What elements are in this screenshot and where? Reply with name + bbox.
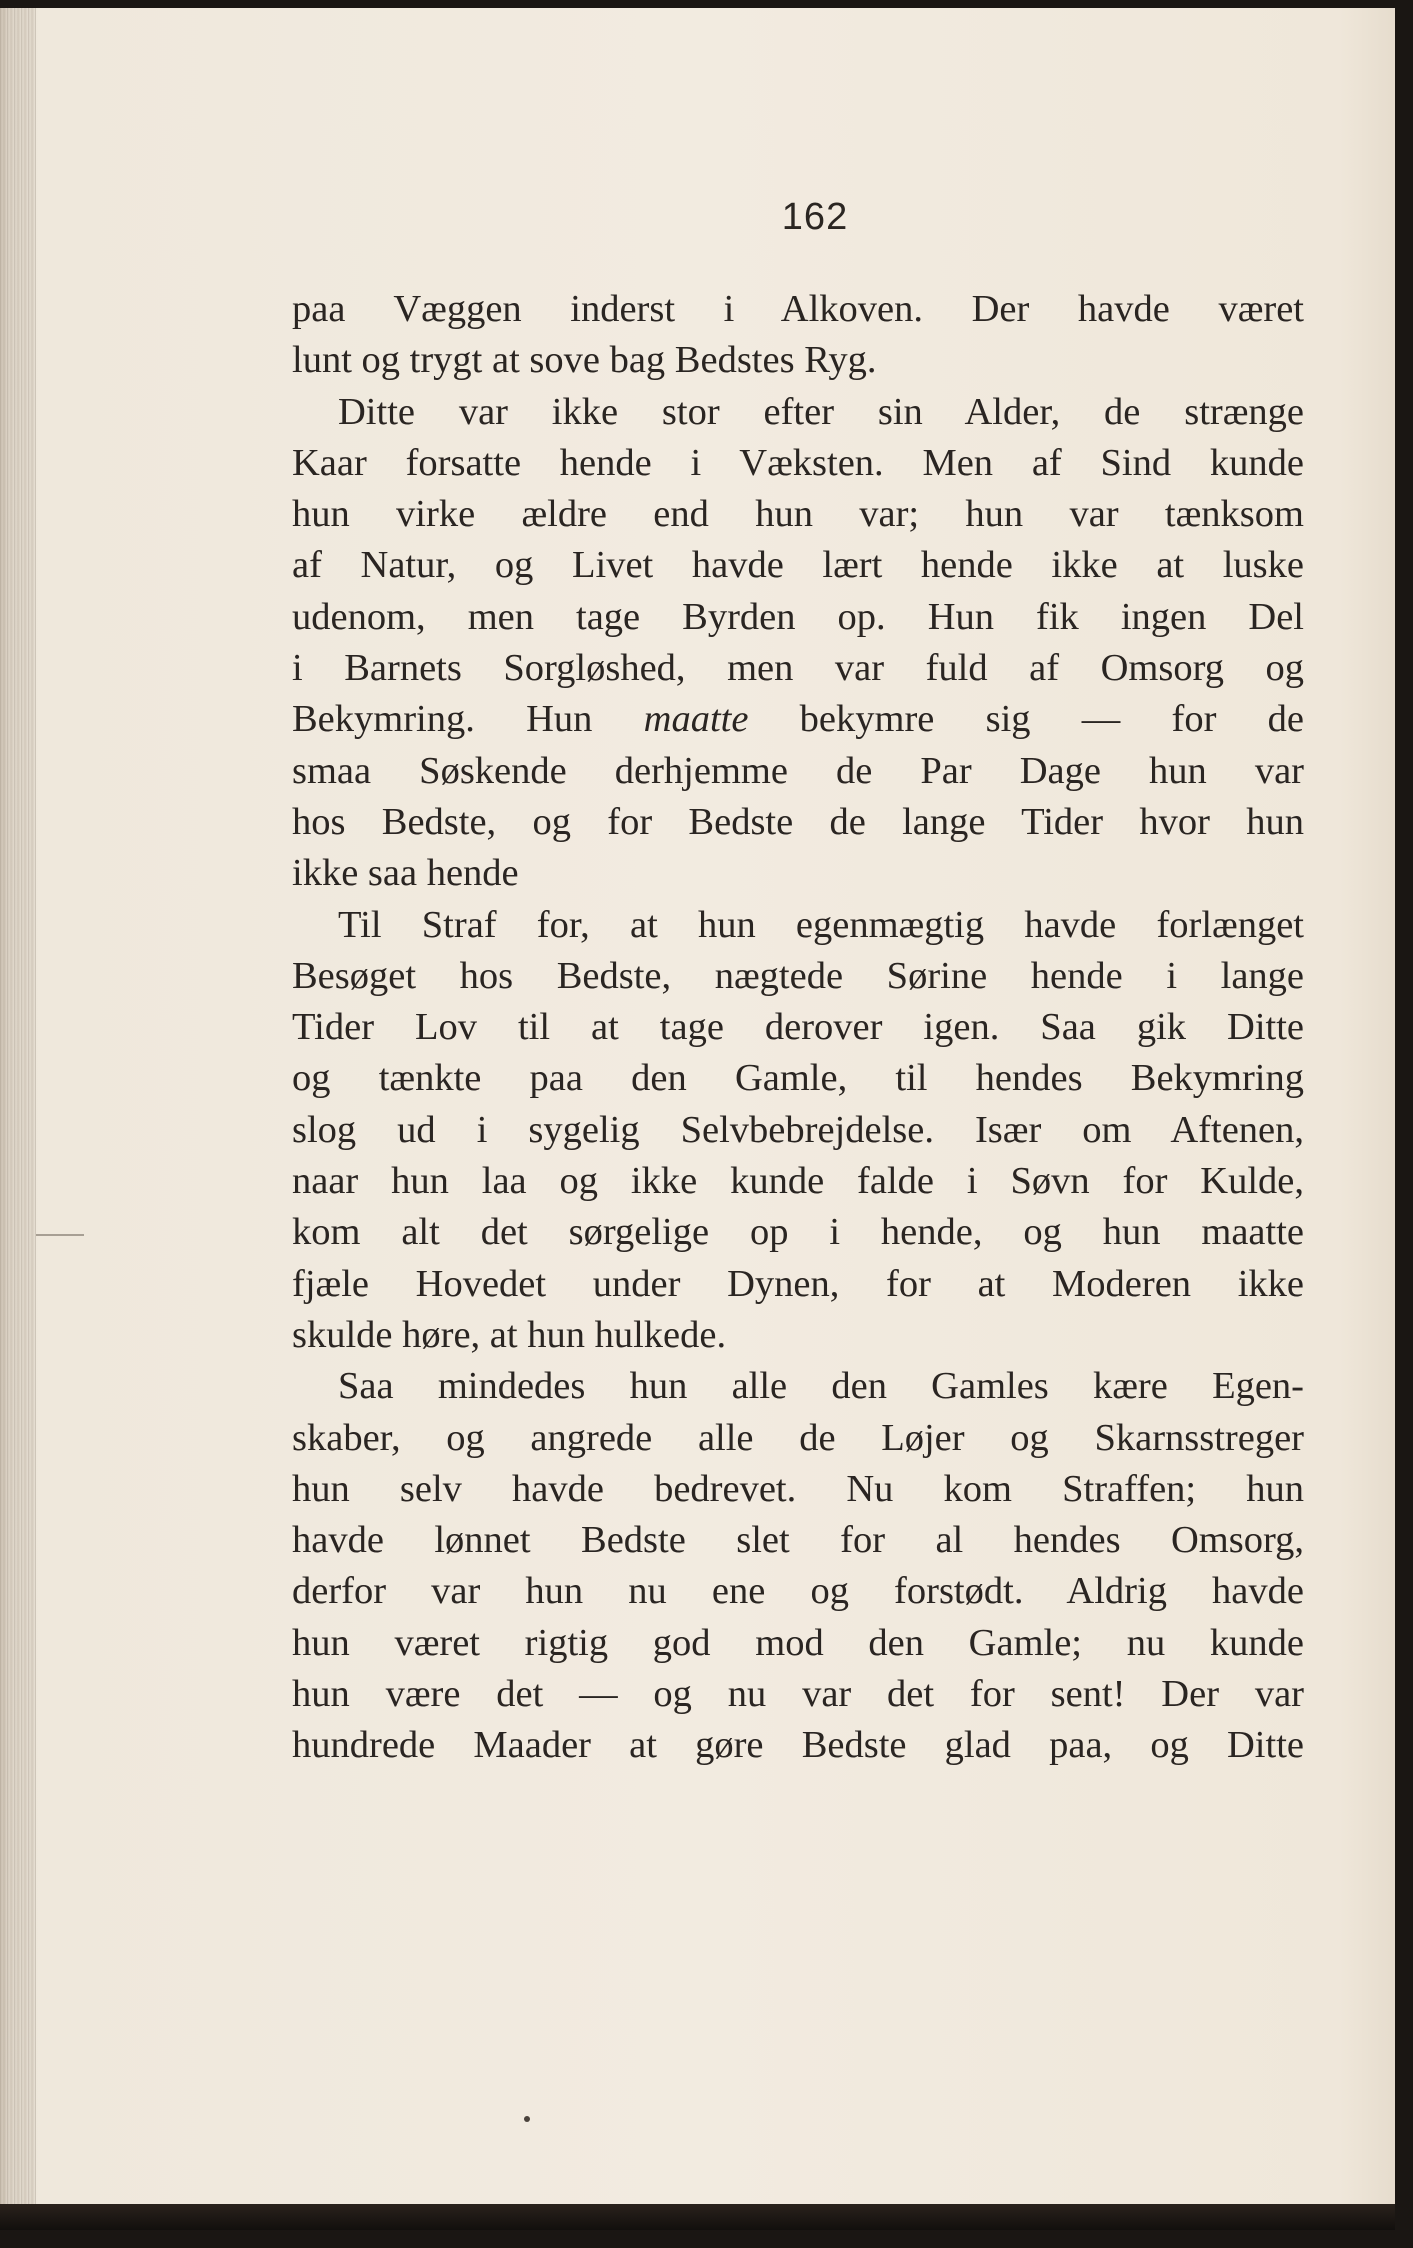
text-line: naar hun laa og ikke kunde falde i Søvn for Kulde, [292,1160,1304,1203]
text-line: derfor var hun nu ene og forstødt. Aldrig havde [292,1570,1304,1613]
text-line: og tænkte paa den Gamle, til hendes Bekymring [292,1057,1304,1100]
text-line: hos Bedste, og for Bedste de lange Tider hvor hun [292,800,1304,843]
page-bottom-edge [0,2204,1395,2230]
text-line: skaber, og angrede alle de Løjer og Skarnsstreger [292,1416,1304,1459]
text-line: hun været rigtig god mod den Gamle; nu kunde [292,1621,1304,1664]
text-line: paa Væggen inderst i Alkoven. Der havde været [292,288,1304,330]
text-line: lunt og trygt at sove bag Bedstes Ryg. [292,339,877,382]
text-line: hun selv havde bedrevet. Nu kom Straffen; hun [292,1467,1304,1510]
page-number: 162 [781,196,849,238]
ink-speck [524,2116,530,2122]
text-line: kom alt det sørgelige op i hende, og hun maatte [292,1211,1304,1254]
text-line: ikke saa hende [292,852,519,895]
text-line: hun være det — og nu var det for sent! Der var [292,1673,1304,1716]
text-line: udenom, men tage Byrden op. Hun fik ingen Del [292,595,1304,638]
text-line: smaa Søskende derhjemme de Par Dage hun var [292,749,1304,792]
text-line: skulde høre, at hun hulkede. [292,1313,727,1356]
page-binding-edge [0,8,36,2230]
italic-emphasis: maatte [643,698,749,741]
text-line: slog ud i sygelig Selvbebrejdelse. Især om Aftenen, [292,1108,1304,1151]
text-line: Tider Lov til at tage derover igen. Saa gik Ditte [292,1006,1304,1049]
text-line: havde lønnet Bedste slet for al hendes Omsorg, [292,1519,1304,1562]
text-line: fjæle Hovedet under Dynen, for at Moderen ikke [292,1262,1304,1305]
text-line: i Barnets Sorgløshed, men var fuld af Omsorg og [292,647,1304,690]
text-line: Bekymring. Hun maatte bekymre sig — for de [292,698,1304,741]
text-line: Ditte var ikke stor efter sin Alder, de strænge [338,390,1304,433]
body-text [292,284,1304,1772]
text-line: hun virke ældre end hun var; hun var tænksom [292,493,1304,536]
text-line: Besøget hos Bedste, nægtede Sørine hende i lange [292,954,1304,997]
text-line: Kaar forsatte hende i Væksten. Men af Sind kunde [292,441,1304,484]
text-line: Til Straf for, at hun egenmægtig havde forlænget [338,903,1304,946]
text-line: Saa mindedes hun alle den Gamles kære Egen- [338,1365,1304,1408]
text-line: hundrede Maader at gøre Bedste glad paa, og Ditte [292,1724,1304,1767]
book-page [0,8,1395,2230]
margin-mark [36,1234,84,1236]
text-line: af Natur, og Livet havde lært hende ikke at luske [292,544,1304,587]
